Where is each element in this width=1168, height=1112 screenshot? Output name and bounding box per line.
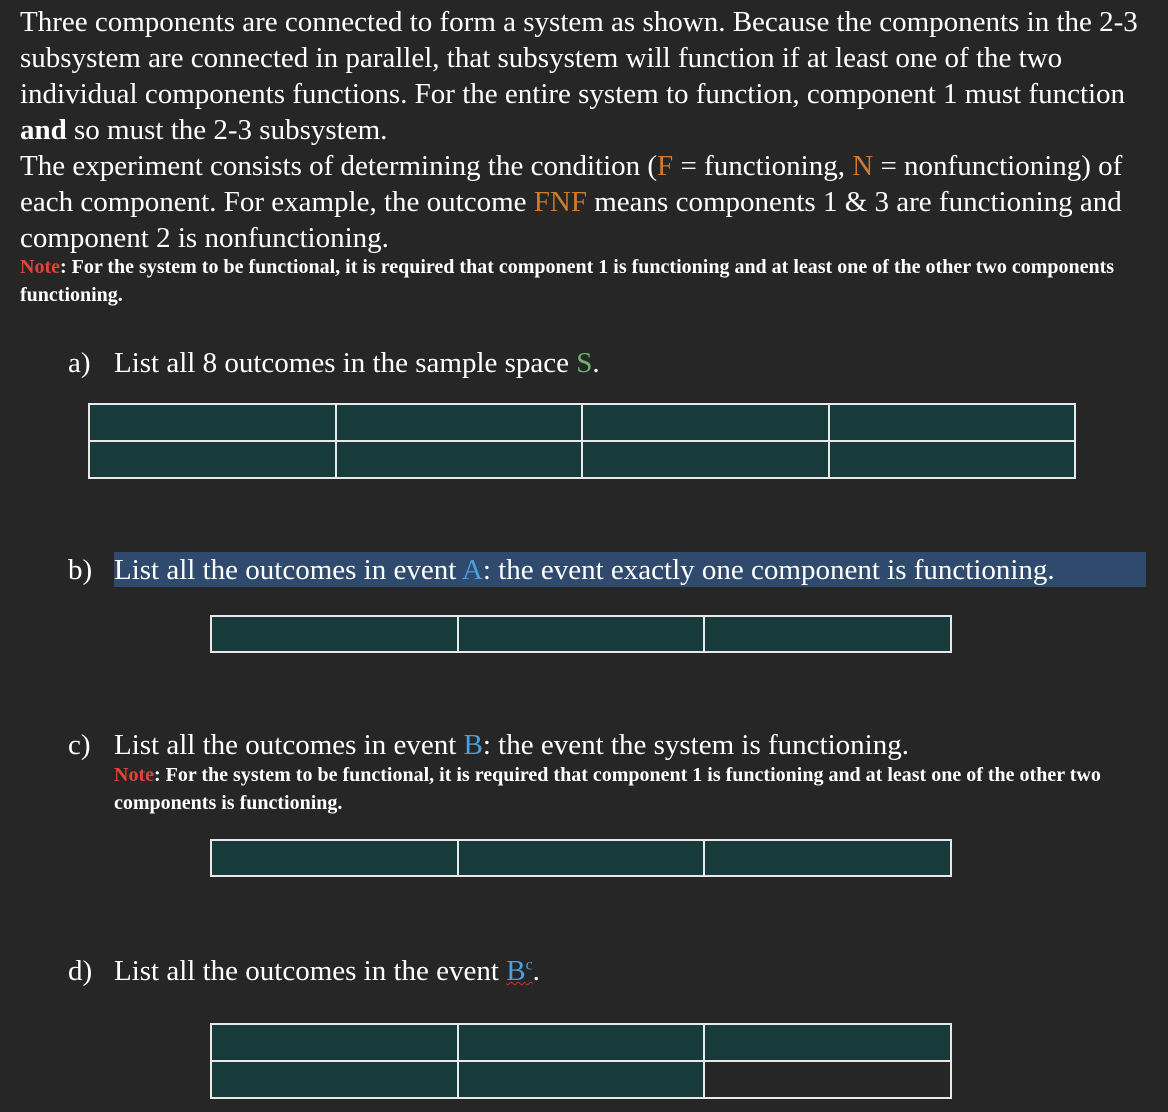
symbol-N: N (852, 150, 874, 182)
answer-cell[interactable] (830, 405, 1075, 440)
answer-cell[interactable] (830, 442, 1075, 477)
answer-cell[interactable] (705, 841, 950, 875)
answer-cell[interactable] (337, 405, 582, 440)
question-a-label: a) (68, 347, 91, 379)
answer-cell[interactable] (705, 1025, 950, 1060)
bold-and: and (20, 114, 67, 146)
answer-cell[interactable] (459, 841, 704, 875)
answer-cell[interactable] (212, 841, 457, 875)
symbol-B-complement: $B^c$ (506, 955, 533, 987)
question-c-label: c) (68, 729, 91, 761)
question-d-label: d) (68, 955, 93, 987)
note-c: Note: For the system to be functional, it is required that component 1 is functioning and at least one of the other two components is functioning. (114, 764, 1101, 814)
empty-grid-space (705, 1062, 950, 1097)
symbol-B: B (463, 729, 483, 761)
answer-cell[interactable] (212, 1062, 457, 1097)
question-b: b) List all the outcomes in event A: the event exactly one component is functioning. (68, 554, 1055, 586)
answer-cell[interactable] (459, 617, 704, 651)
answer-cell[interactable] (705, 617, 950, 651)
answer-grid-b (210, 615, 952, 653)
answer-cell[interactable] (90, 442, 335, 477)
answer-grid-d (210, 1023, 952, 1099)
answer-cell[interactable] (459, 1062, 704, 1097)
problem-intro (20, 4, 1160, 256)
example-outcome-FNF: FNF (533, 186, 587, 218)
symbol-S: S (576, 347, 593, 379)
answer-cell[interactable] (583, 442, 828, 477)
note-label: Note (20, 256, 60, 278)
question-a: a) List all 8 outcomes in the sample space S. (68, 347, 600, 379)
intro-paragraph-1: Three components are connected to form a system as shown. Because the components in the 2-3 subsystem are connected in parallel, that subsystem will function if at least one of the two individual components functions. For the entire system to function, component 1 must function and so must the 2-3 subsystem. (20, 6, 1138, 146)
answer-cell[interactable] (212, 617, 457, 651)
note-top: Note: For the system to be functional, it is required that component 1 is functioning and at least one of the other two components functioning. (20, 256, 1115, 306)
answer-cell[interactable] (90, 405, 335, 440)
answer-cell[interactable] (337, 442, 582, 477)
answer-grid-c (210, 839, 952, 877)
intro-paragraph-2: The experiment consists of determining the condition (F = functioning, N = nonfunctioning) of each component. For example, the outcome FNF means components 1 & 3 are functioning and component 2 is nonfunctioning. (20, 150, 1123, 254)
symbol-F: F (657, 150, 674, 182)
answer-grid-a (88, 403, 1076, 479)
note-label: Note (114, 764, 154, 786)
question-b-label: b) (68, 554, 93, 586)
answer-cell[interactable] (583, 405, 828, 440)
symbol-A: A (461, 554, 483, 586)
answer-cell[interactable] (459, 1025, 704, 1060)
question-d: d) List all the outcomes in the event $B^c$. (68, 955, 540, 987)
answer-cell[interactable] (212, 1025, 457, 1060)
question-c: c) List all the outcomes in event B: the event the system is functioning. (68, 729, 909, 761)
